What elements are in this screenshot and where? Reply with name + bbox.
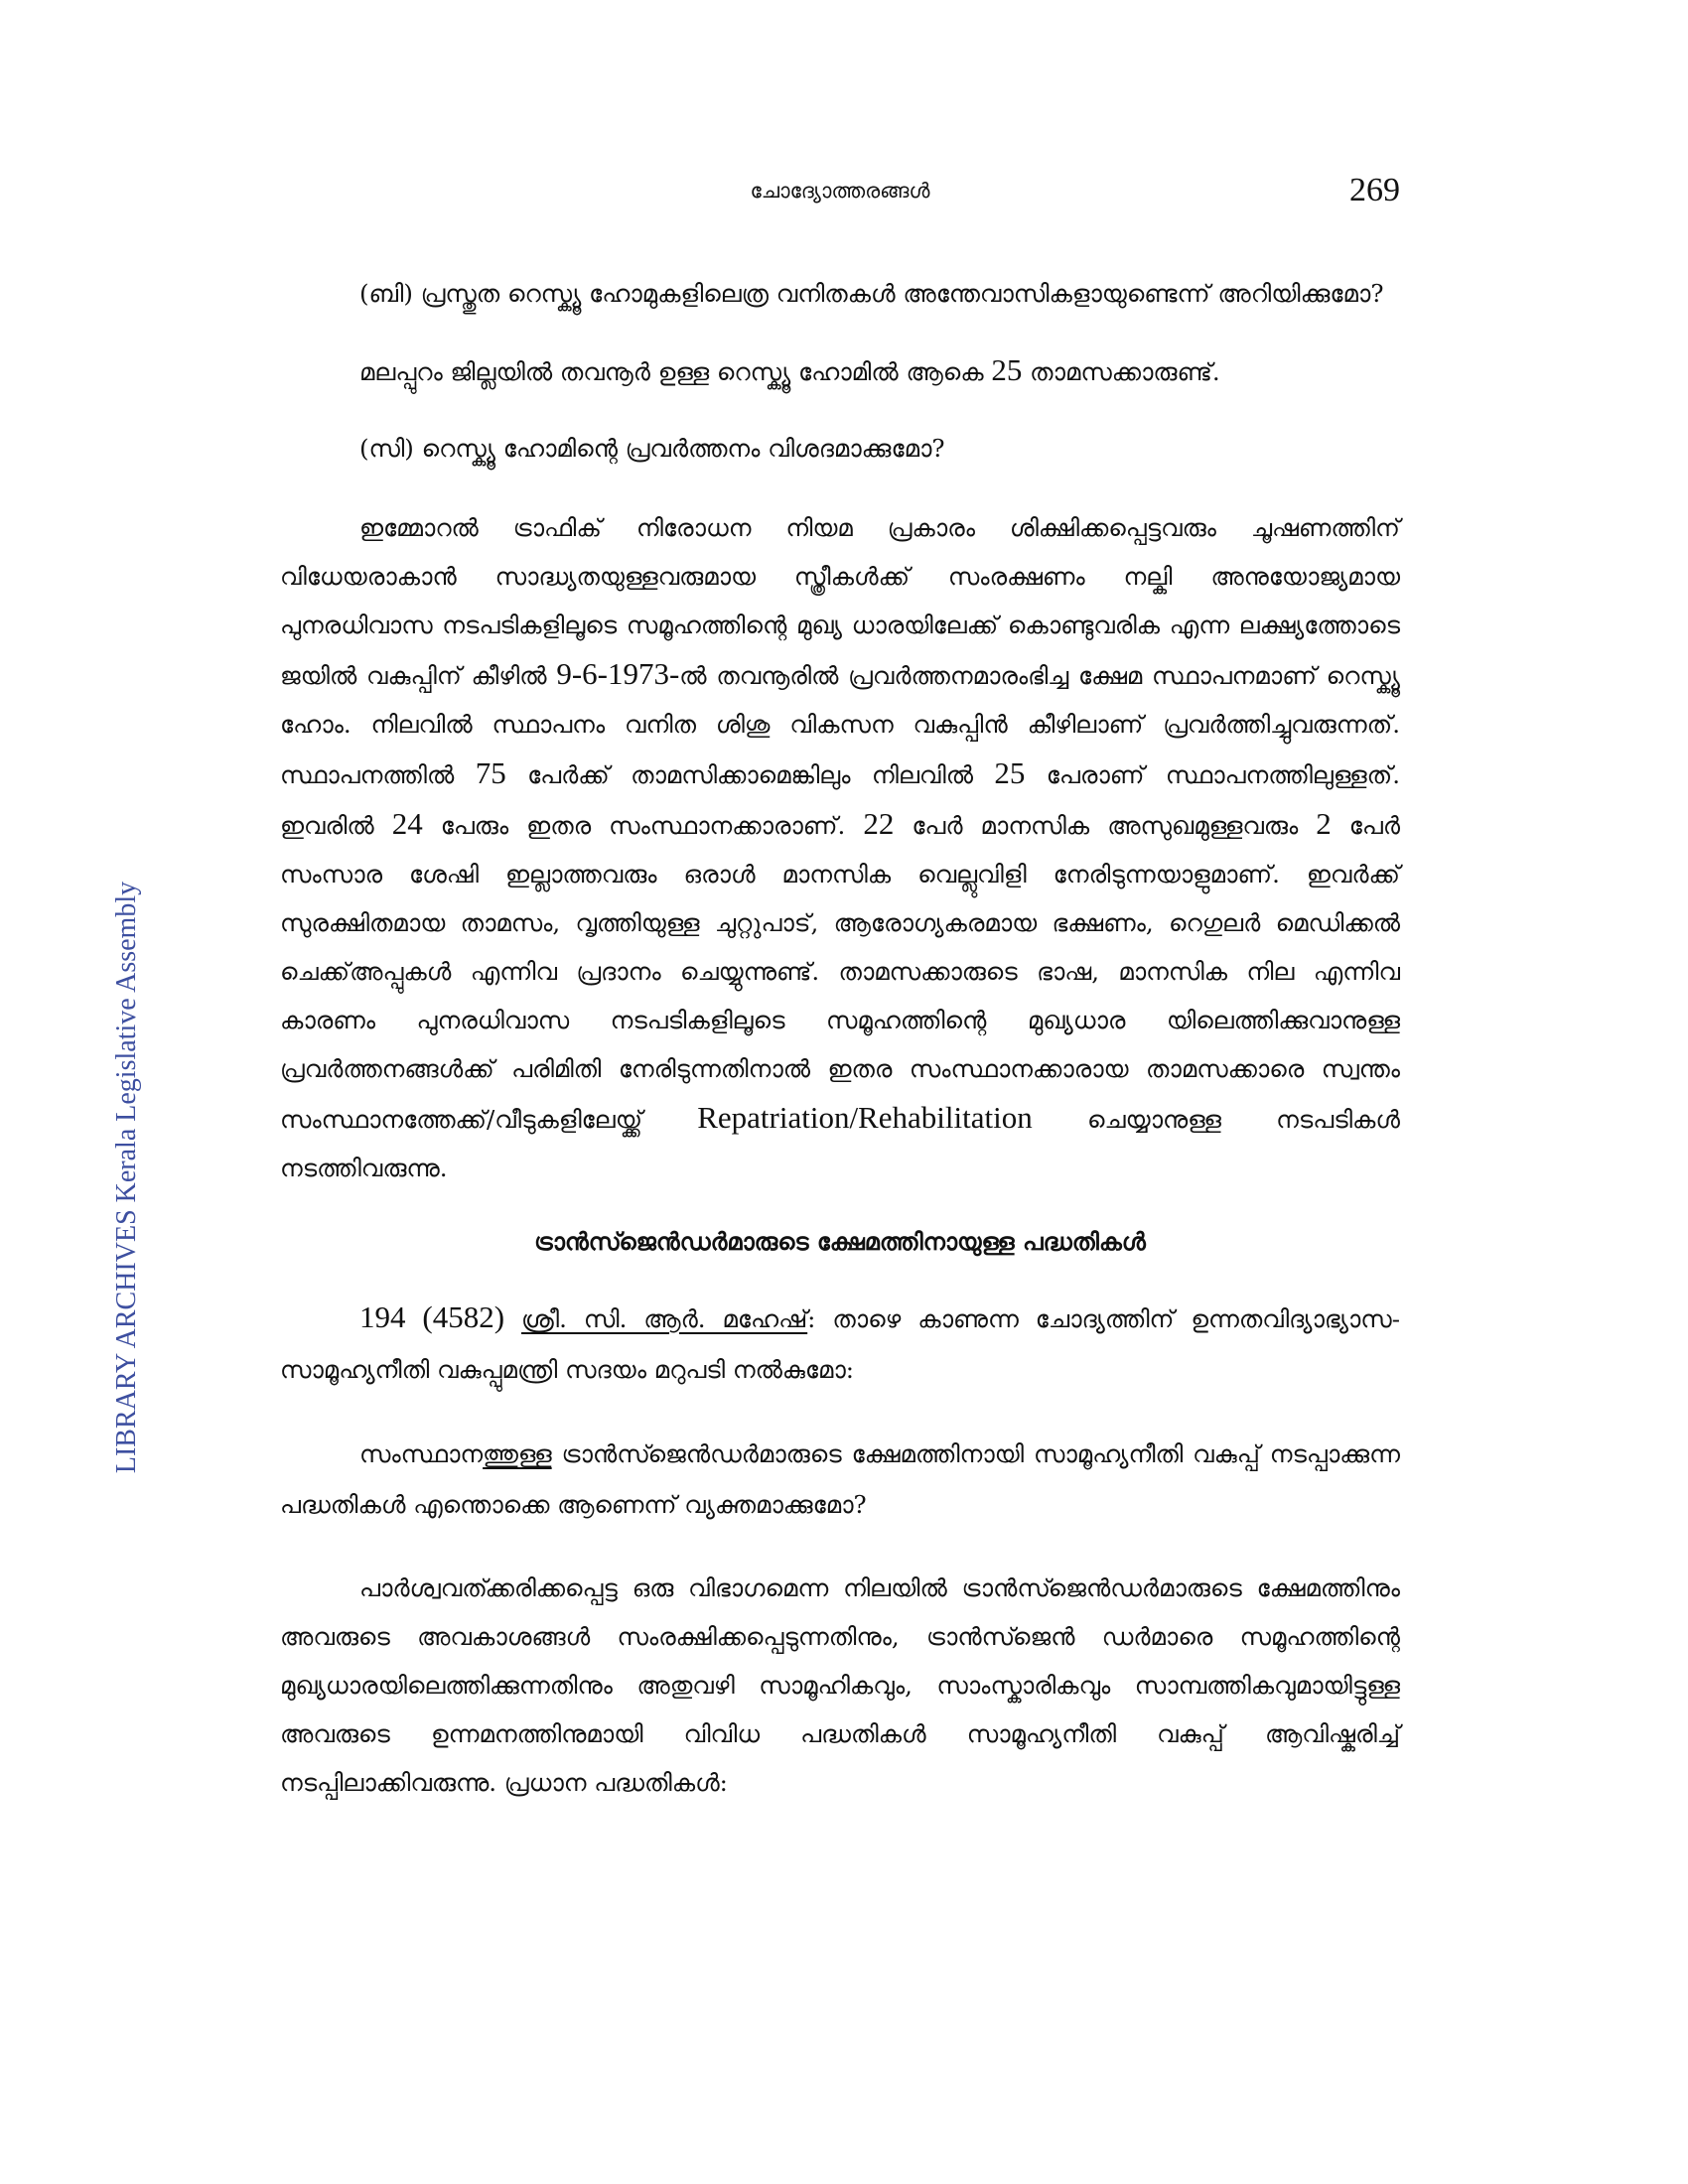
answer-c-text-8: ചെയ്യാനുള്ള നടപടികൾ നടത്തിവരുന്നു. <box>280 1105 1400 1182</box>
answer-c-other-state: 24 <box>391 806 423 841</box>
answer-b <box>280 344 1400 397</box>
page-number: 269 <box>1349 172 1400 208</box>
answer-c-text-2: ൽ തവനൂരിൽ പ്രവർത്തനമാരംഭിച്ച ക്ഷേമ സ്ഥാപനമാണ് റെസ്ക്യൂ ഹോം. നിലവിൽ സ്ഥാപനം വനിത ശിശു വികസന വകുപ്പിൻ കീഴിലാണ് പ്രവർത്തിച്ചുവരുന്നത്. സ്ഥാപനത്തിൽ <box>280 661 1400 789</box>
question-194-text-2: ട്രാൻസ്ജെൻഡർമാരുടെ ക്ഷേമത്തിനായി സാമൂഹ്യനീതി വകുപ്പ് നടപ്പാക്കുന്ന പദ്ധതികൾ എന്തൊക്കെ ആണെന്ന് വ്യക്തമാക്കുമോ? <box>280 1439 1400 1519</box>
answer-c-residents: 25 <box>994 755 1026 790</box>
answer-194: പാർശ്വവത്ക്കരിക്കപ്പെട്ട ഒരു വിഭാഗമെന്ന നിലയിൽ ട്രാൻസ്ജെൻഡർമാരുടെ ക്ഷേമത്തിനും അവരുടെ അവകാശങ്ങൾ സംരക്ഷിക്കപ്പെടുന്നതിനും, ട്രാൻസ്ജെൻ ഡർമാരെ സമൂഹത്തിന്റെ മുഖ്യധാരയിലെത്തിക്കുന്നതിനും അതുവഴി സാമൂഹികവും, സാംസ്കാരികവും സാമ്പത്തികവുമായിട്ടുള്ള അവരുടെ ഉന്നമനത്തിനുമായി വിവിധ പദ്ധതികൾ സാമൂഹ്യനീതി വകുപ്പ് ആവിഷ്കരിച്ച് നടപ്പിലാക്കിവരുന്നു. പ്രധാന പദ്ധതികൾ: <box>280 1573 1400 1797</box>
answer-c-mental-illness: 22 <box>863 806 895 841</box>
question-b: (ബി) പ്രസ്തുത റെസ്ക്യൂ ഹോമുകളിലെത്ര വനിതകൾ അന്തേവാസികളായുണ്ടെന്ന് അറിയിക്കുമോ? <box>359 279 1384 308</box>
answer-c-text-5: പേരും ഇതര സംസ്ഥാനക്കാരാണ്. <box>422 811 864 840</box>
member-name: ശ്രീ. സി. ആർ. മഹേഷ് <box>521 1304 808 1333</box>
answer-c-capacity: 75 <box>475 755 506 790</box>
answer-b-number: 25 <box>991 352 1023 387</box>
answer-c-text-6: പേർ മാനസിക അസുഖമുള്ളവരും <box>894 811 1317 840</box>
answer-c-date: 9-6-1973- <box>556 656 680 691</box>
answer-c-latin-term: Repatriation/Rehabilitation <box>697 1100 1033 1135</box>
section-heading: ട്രാൻസ്ജെൻഡർമാരുടെ ക്ഷേമത്തിനായുള്ള പദ്ധതികൾ <box>534 1227 1146 1256</box>
question-194 <box>280 1429 1400 1530</box>
answer-b-text-1: മലപ്പുറം ജില്ലയിൽ തവനൂർ ഉള്ള റെസ്ക്യൂ ഹോമിൽ ആകെ <box>359 357 992 386</box>
question-194-intro <box>280 1292 1400 1395</box>
answer-c-text-4: പേരാണ് സ്ഥാപനത്തിലുള്ളത്. ഇവരിൽ <box>280 760 1400 840</box>
answer-c-text-3: പേർക്ക് താമസിക്കാമെങ്കിലും നിലവിൽ <box>505 760 995 789</box>
answer-c-text-7: പേർ സംസാര ശേഷി ഇല്ലാത്തവരും ഒരാൾ മാനസിക വെല്ലുവിളി നേരിടുന്നയാളുമാണ്. ഇവർക്ക് സുരക്ഷിതമായ താമസം, വൃത്തിയുള്ള ചുറ്റുപാട്, ആരോഗ്യകരമായ ഭക്ഷണം, റെഗുലർ മെഡിക്കൽ ചെക്ക്അപ്പുകൾ എന്നിവ പ്രദാനം ചെയ്യുന്നുണ്ട്. താമസക്കാരുടെ ഭാഷ, മാനസിക നില എന്നിവ കാരണം പുനരധിവാസ നടപടികളിലൂടെ സമൂഹത്തിന്റെ മുഖ്യധാര യിലെത്തിക്കുവാനുള്ള പ്രവർത്തനങ്ങൾക്ക് പരിമിതി നേരിടുന്നതിനാൽ ഇതര സംസ്ഥാനക്കാരായ താമസക്കാരെ സ്വന്തം സംസ്ഥാനത്തേക്ക്/വീടുകളിലേയ്ക്ക് <box>280 811 1400 1134</box>
question-194-text-1: സംസ്ഥാന <box>359 1439 484 1468</box>
page-content <box>280 268 1400 1807</box>
answer-c <box>280 503 1400 1192</box>
running-title: ചോദ്യോത്തരങ്ങൾ <box>750 179 930 203</box>
answer-c-text-1: ഇമ്മോറൽ ട്രാഫിക് നിരോധന നിയമ പ്രകാരം ശിക്ഷിക്കപ്പെട്ടവരും ചൂഷണത്തിന് വിധേയരാകാൻ സാദ്ധ്യതയുള്ളവരുമായ സ്ത്രീകൾക്ക് സംരക്ഷണം നല്കി അനുയോജ്യമായ പുനരധിവാസ നടപടികളിലൂടെ സമൂഹത്തിന്റെ മുഖ്യ ധാരയിലേക്ക് കൊണ്ടുവരിക എന്ന ലക്ഷ്യത്തോടെ ജയിൽ വകുപ്പിന് കീഴിൽ <box>280 513 1400 690</box>
question-194-underlined: ത്തുള്ള <box>483 1439 552 1468</box>
answer-b-text-2: താമസക്കാരുണ്ട്. <box>1022 357 1220 386</box>
question-number: 194 (4582) <box>359 1299 505 1334</box>
question-c: (സി) റെസ്ക്യൂ ഹോമിന്റെ പ്രവർത്തനം വിശദമാക്കുമോ? <box>359 434 945 463</box>
answer-c-speech: 2 <box>1316 806 1332 841</box>
running-header <box>280 171 1400 210</box>
archive-watermark: LIBRARY ARCHIVES Kerala Legislative Assembly <box>111 881 142 1474</box>
question-194-text: : താഴെ കാണുന്ന ചോദ്യത്തിന് ഉന്നതവിദ്യാഭ്യാസ-സാമൂഹ്യനീതി വകുപ്പുമന്ത്രി സദയം മറുപടി നൽകുമോ: <box>280 1304 1400 1384</box>
